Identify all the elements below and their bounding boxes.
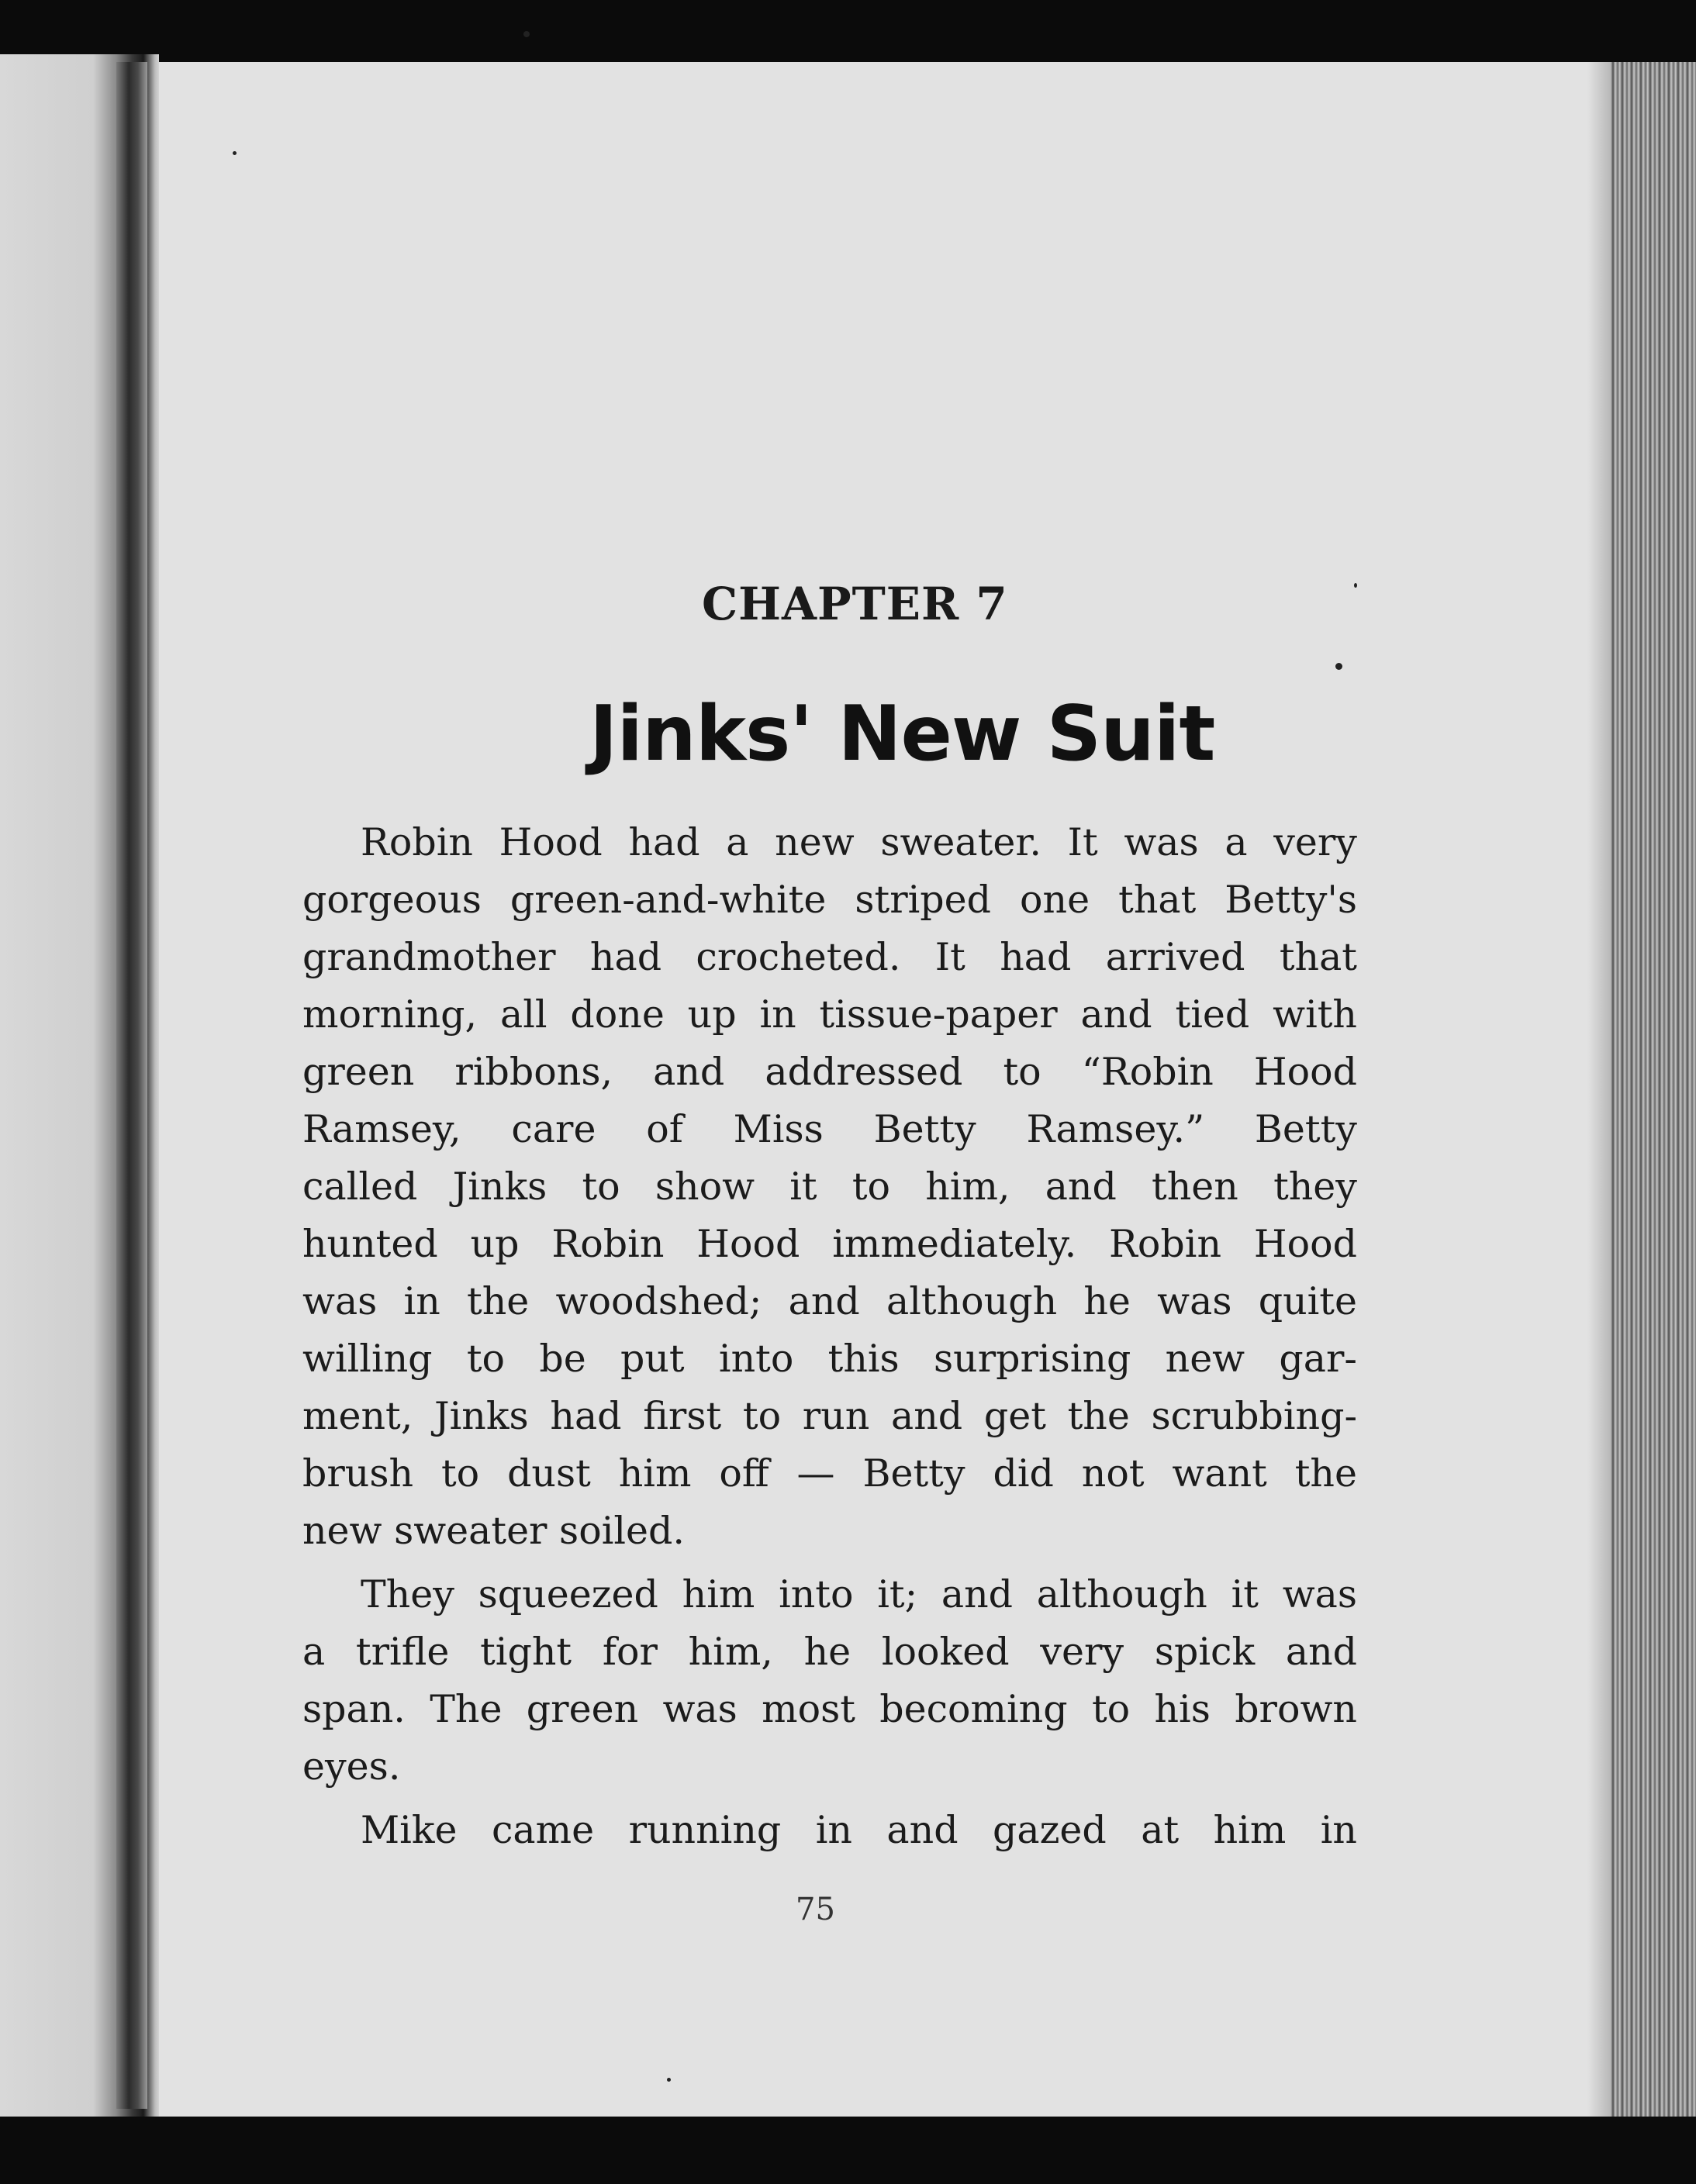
text-line: ment, Jinks had first to run and get the scrubbing- xyxy=(302,1394,1357,1438)
paragraph xyxy=(302,814,1357,1560)
chapter-heading: CHAPTER 7 xyxy=(702,578,1008,630)
page-edge-shade xyxy=(1587,62,1611,2117)
text-line: They squeezed him into it; and although it was xyxy=(361,1572,1357,1616)
page-stack-edge xyxy=(1611,62,1696,2117)
text-line: Mike came running in and gazed at him in xyxy=(361,1808,1357,1852)
text-line: a trifle tight for him, he looked very spick and xyxy=(302,1630,1357,1674)
text-line: hunted up Robin Hood immediately. Robin Hood xyxy=(302,1222,1357,1266)
text-line: gorgeous green-and-white striped one that Betty's xyxy=(302,878,1357,922)
chapter-title: Jinks' New Suit xyxy=(589,690,1215,778)
text-line: Robin Hood had a new sweater. It was a very xyxy=(361,820,1357,864)
text-line: willing to be put into this surprising new gar- xyxy=(302,1337,1357,1381)
text-line: brush to dust him off — Betty did not want the xyxy=(302,1451,1357,1496)
text-line: span. The green was most becoming to his brown xyxy=(302,1687,1357,1731)
paragraph-gap xyxy=(302,1560,1357,1566)
page-number: 75 xyxy=(796,1892,835,1927)
dust-speck xyxy=(667,2078,671,2082)
paragraph-gap xyxy=(302,1796,1357,1802)
text-line: new sweater soiled. xyxy=(302,1509,685,1553)
dust-speck xyxy=(1335,663,1342,670)
text-line: Ramsey, care of Miss Betty Ramsey.” Betty xyxy=(302,1107,1357,1151)
text-line: called Jinks to show it to him, and then they xyxy=(302,1164,1357,1209)
text-line: morning, all done up in tissue-paper and tied with xyxy=(302,992,1357,1037)
text-line: green ribbons, and addressed to “Robin Hood xyxy=(302,1050,1357,1094)
dust-speck xyxy=(1354,583,1357,588)
text-line: grandmother had crocheted. It had arrived that xyxy=(302,935,1357,979)
binding-shadow xyxy=(116,62,147,2109)
paragraph xyxy=(302,1802,1357,1859)
paragraph xyxy=(302,1566,1357,1796)
dust-speck xyxy=(523,31,530,37)
dust-speck xyxy=(233,151,237,155)
body-text xyxy=(302,814,1357,1859)
text-line: eyes. xyxy=(302,1744,401,1789)
text-line: was in the woodshed; and although he was quite xyxy=(302,1279,1357,1323)
